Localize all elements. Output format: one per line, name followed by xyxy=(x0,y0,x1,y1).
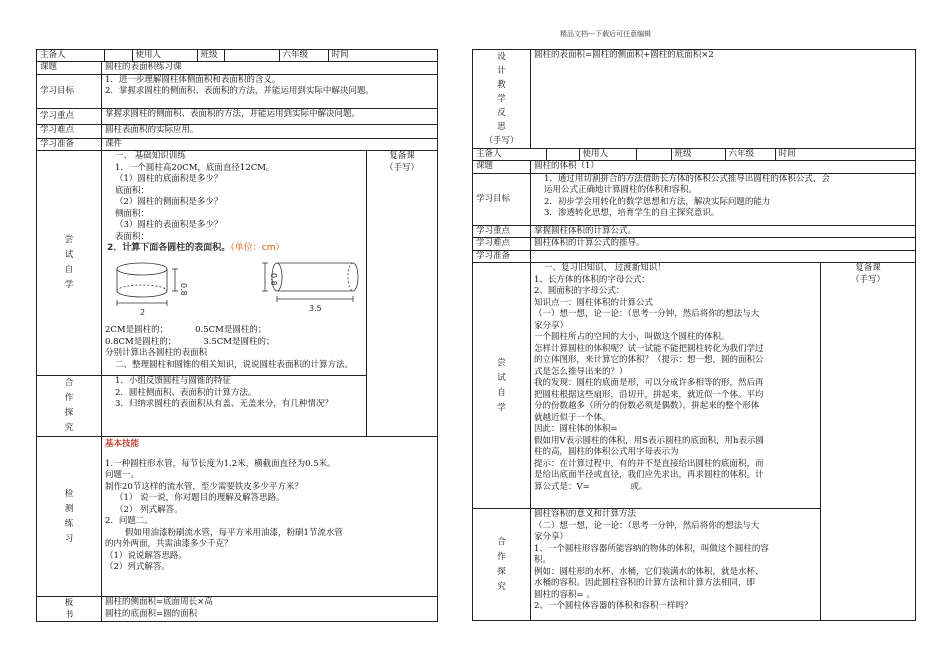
right-goals-label: 学习目标 xyxy=(473,173,531,225)
right-coop-line: 圆柱的容积= 。 xyxy=(534,589,595,600)
test-line-8: 的内外两面，共需油漆多少千克？ xyxy=(105,539,233,549)
label-char: 学 xyxy=(497,94,506,104)
left-time-label: 时间 xyxy=(331,50,349,60)
left-coop-3: 3．归纳求圆柱的表面积从有盖、无盖来分，有几种情况？ xyxy=(115,399,333,409)
right-topic-label: 课题 xyxy=(473,161,531,174)
right-time-label: 时间 xyxy=(778,149,796,159)
left-self-s6: 侧面积： xyxy=(115,208,150,219)
right-self-line: 一个圆柱所占的空间的大小，叫做这个圆柱的体积。 xyxy=(534,332,730,342)
right-self-line: （一）想一想，论一论：（思考一分钟，然后将你的想法与大 xyxy=(534,309,760,319)
test-line-4: （1） 说一说，你对题目的理解及解答思路。 xyxy=(115,493,285,503)
label-char: 书 xyxy=(64,610,74,620)
left-self-study-section xyxy=(37,151,438,376)
left-test-section xyxy=(37,437,438,597)
right-difficulty: 圆柱体积的计算公式的推导。 xyxy=(531,238,916,251)
test-line-3: 制作20节这样的流水管，至少需要铁皮多少平方米？ xyxy=(105,481,303,492)
right-coop-line: 水桶的容积。因此圆柱容积的计算方法和计算方法相同，即 xyxy=(534,578,756,588)
label-char: 试 xyxy=(497,372,506,383)
test-line-6: 2．问题二。 xyxy=(105,516,153,526)
right-self-line: 就越近似于一个体。 xyxy=(534,412,611,423)
label-char: 思 xyxy=(497,122,506,132)
right-prep xyxy=(531,250,916,263)
right-coop-line: 1、一个圆柱形容器所能容纳的物体的体积，叫做这个圆柱的容 xyxy=(534,543,769,554)
label-char: 测 xyxy=(64,503,74,514)
left-key-label: 学习重点 xyxy=(37,108,102,124)
left-self-f2: 0.8CM是圆柱的； 3.5CM是圆柱的； xyxy=(105,336,275,347)
right-coop-line: 积。 xyxy=(534,555,552,565)
test-section-title: 基本技能 xyxy=(105,439,140,449)
figure-title: 2．计算下面各圆柱的表面积。 xyxy=(107,243,231,253)
right-self-line: 怎样计算圆柱的体积呢？试一试能不能把圆柱转化为我们学过 xyxy=(534,343,764,354)
left-self-s4: 底面积： xyxy=(115,185,150,196)
right-self-line: 式是怎么推导出来的？） xyxy=(534,366,628,377)
label-char: 板 xyxy=(64,598,74,608)
right-difficulty-label: 学习难点 xyxy=(473,238,531,251)
left-class-label: 班级 xyxy=(197,50,224,61)
left-board-section xyxy=(37,597,438,622)
figure-unit: （单位：cm） xyxy=(230,243,285,253)
left-self-s3: （1）圆柱的底面积是多少？ xyxy=(115,174,223,184)
right-key: 掌握圆柱体积的计算公式。 xyxy=(531,225,916,238)
left-goal-2: 2．掌握求圆柱的侧面积、表面积的方法，并能运用到实际中解决问题。 xyxy=(105,86,374,96)
right-coop-line: 圆柱容积的意义和计算方法 xyxy=(534,509,637,519)
left-review-label: 复备课 xyxy=(389,151,415,161)
right-self-line: 把圆柱根据这些扇形，沿切开，拼起来，就近似一个体。平均 xyxy=(534,389,764,400)
left-prep-label: 学习准备 xyxy=(37,138,102,151)
right-self-line: 我的发现：圆柱的底面是形，可以分成许多相等的形，然后再 xyxy=(534,378,764,388)
label-char: 设 xyxy=(497,52,506,62)
right-coop-line: 家分享） xyxy=(534,532,569,542)
left-topic-label: 课题 xyxy=(37,62,102,75)
left-lesson-table xyxy=(36,49,438,622)
label-char: 试 xyxy=(64,250,74,260)
right-coop-line: （二）想一想，论一论：（思考一分钟，然后将你的想法与大 xyxy=(534,520,760,531)
right-review-sub: （手写） xyxy=(850,274,885,285)
label-char: 作 xyxy=(497,551,506,562)
left-goals-label: 学习目标 xyxy=(37,74,102,108)
test-line-2: 问题一。 xyxy=(105,470,140,480)
test-line-5: （2） 列式解答。 xyxy=(115,504,183,515)
page-header: 精品文档---下载后可任意编辑 xyxy=(560,30,652,38)
right-goal-1b: 运用公式正确地计算圆柱的体积和容积。 xyxy=(544,185,698,195)
label-char: 教 xyxy=(497,80,506,90)
label-char: 自 xyxy=(64,265,74,275)
cylinder-1-height: 0.8 xyxy=(179,283,188,296)
cylinder-1 xyxy=(117,263,178,306)
left-difficulty-label: 学习难点 xyxy=(37,124,102,138)
left-coop-2: 2．圆柱侧面积、表面积的计算方法。 xyxy=(115,387,257,398)
left-difficulty: 圆柱表面积的实际应用。 xyxy=(102,124,438,138)
left-grade: 六年级 xyxy=(279,50,328,61)
right-self-line: 柱的高，圆柱的体积公式用字母表示为 xyxy=(534,447,679,457)
board-line-1: 圆柱的侧面积=底面周长×高 xyxy=(105,597,213,607)
right-design-section xyxy=(473,50,916,149)
right-prep-label: 学习准备 xyxy=(473,250,531,263)
right-self-line: 一、复习旧知识、 过渡新知识！ xyxy=(544,263,666,273)
cylinder-2-diameter: 0.8 xyxy=(269,273,278,286)
cylinder-1-diameter: 2 xyxy=(140,308,146,317)
right-topic: 圆柱的体积（1） xyxy=(531,161,916,174)
design-text: 圆柱的表面积=圆柱的侧面积+圆柱的底面积×2 xyxy=(531,50,916,149)
label-char: 学 xyxy=(64,280,74,290)
label-char: 练 xyxy=(64,518,74,529)
label-char: 究 xyxy=(497,581,506,592)
label-char: 计 xyxy=(497,66,506,76)
reflect-sub: （手写） xyxy=(484,136,519,146)
right-self-study-section xyxy=(473,263,916,509)
left-self-s8: 表面积： xyxy=(115,231,150,242)
right-header-row xyxy=(473,149,916,161)
right-goal-1: 1．通过用切割拼合的方法借助长方体的体积公式推导出圆柱的体积公式，会 xyxy=(544,173,830,184)
right-self-line: 1、长方体的体积的字母公式： xyxy=(534,274,650,285)
label-char: 反 xyxy=(497,108,506,118)
left-user-label: 使用人 xyxy=(132,50,197,61)
board-line-2: 圆柱的底面积=圆的面积 xyxy=(105,608,198,619)
label-char: 尝 xyxy=(497,357,506,368)
cylinder-figure xyxy=(105,243,363,325)
label-char: 检 xyxy=(64,488,74,499)
right-lesson-table xyxy=(472,49,916,621)
label-char: 探 xyxy=(64,408,74,418)
right-goal-3: 3．渗透转化思想，培育学生的自主探究意识。 xyxy=(544,208,720,218)
left-self-f1: 2CM是圆柱的； 0.5CM是圆柱的； xyxy=(105,325,267,335)
test-line-10: （2）列式解答。 xyxy=(105,562,170,572)
right-class-label: 班级 xyxy=(671,149,725,160)
left-preparer-label: 主备人 xyxy=(37,50,104,61)
right-coop-line: 2、一个圆柱体容器的体积和容积一样吗？ xyxy=(534,601,693,611)
right-user-label: 使用人 xyxy=(579,149,636,160)
label-char: 作 xyxy=(64,393,74,403)
right-self-line: 是给出底面半径或直径，我们应先求出，再求圆柱的体积。计 xyxy=(534,470,764,480)
left-self-s5: （2）圆柱的侧面积是多少？ xyxy=(115,197,223,207)
left-self-f4: 二、整理圆柱和圆锥的相关知识，说说圆柱表面积的计算方法。 xyxy=(115,359,354,370)
label-char: 究 xyxy=(64,423,74,433)
left-self-f3: 分别计算出各圆柱的表面积 xyxy=(105,348,208,358)
right-self-line: 算公式是：V= 或。 xyxy=(534,481,648,492)
left-prep: 课件 xyxy=(102,138,438,151)
label-char: 合 xyxy=(497,536,506,547)
label-char: 探 xyxy=(497,566,506,577)
left-self-s7: （3）圆柱的表面积是多少？ xyxy=(115,220,223,230)
left-coop-1: 1．小组反馈圆柱与圆锥的特征 xyxy=(115,376,231,386)
right-coop-line: 例如：圆柱形的水杯、水桶，它们装满水的体积，就是水杯、 xyxy=(534,566,764,577)
right-grade: 六年级 xyxy=(725,149,775,160)
right-key-label: 学习重点 xyxy=(473,225,531,238)
label-char: 尝 xyxy=(64,235,74,245)
cylinder-2-length: 3.5 xyxy=(309,304,322,313)
right-self-line: 家分享） xyxy=(534,320,569,331)
right-self-line: 的立体图形，来计算它的体积？（提示：想一想，圆的面积公 xyxy=(534,355,764,365)
left-header-row xyxy=(37,50,438,62)
left-review-sub: （手写） xyxy=(385,162,420,173)
label-char: 合 xyxy=(64,378,74,388)
label-char: 习 xyxy=(64,533,74,544)
test-line-7: 假如用油漆粉刷流水管，每平方米用油漆，粉刷1节流水管 xyxy=(125,527,343,538)
label-char: 自 xyxy=(497,387,506,398)
left-self-s1: 一、 基础知识训练 xyxy=(115,151,186,161)
right-self-line: 提示：在计算过程中，有的并不是直接给出圆柱的底面积，而 xyxy=(534,458,764,469)
left-key: 掌握求圆柱的侧面积、表面积的方法，并能运用到实际中解决问题。 xyxy=(102,108,438,124)
left-goal-1: 1．进一步理解圆柱体侧面积和表面积的含义。 xyxy=(105,74,281,85)
right-self-line: 2、圆面积的字母公式： xyxy=(534,286,625,296)
right-review-label: 复备课 xyxy=(855,263,881,273)
right-self-line: 假如用V表示圆柱的体积，用S表示圆柱的底面积，用h表示圆 xyxy=(534,435,764,446)
right-preparer-label: 主备人 xyxy=(473,149,546,160)
label-char: 学 xyxy=(497,402,506,413)
left-topic: 圆柱的表面积练习课 xyxy=(102,62,438,75)
cylinders-drawing xyxy=(105,257,365,325)
left-self-s2: 1．一个圆柱高20CM，底面直径12CM。 xyxy=(115,162,275,173)
right-goal-2: 2．初步学会用转化的数学思想和方法，解决实际问题的能力 xyxy=(544,196,771,207)
right-self-line: 因此：圆柱体的体积= xyxy=(534,424,618,434)
right-self-line: 分的份数越多（所分的份数必须是偶数），拼起来的整个形体 xyxy=(534,401,760,411)
test-line-9: （1）说说解答思路。 xyxy=(105,550,187,561)
test-line-1: 1.一种圆柱形水管，每节长度为1.2米，横截面直径为0.5米。 xyxy=(105,458,336,469)
right-self-line: 知识点一：圆柱体积的计算公式 xyxy=(534,297,654,308)
